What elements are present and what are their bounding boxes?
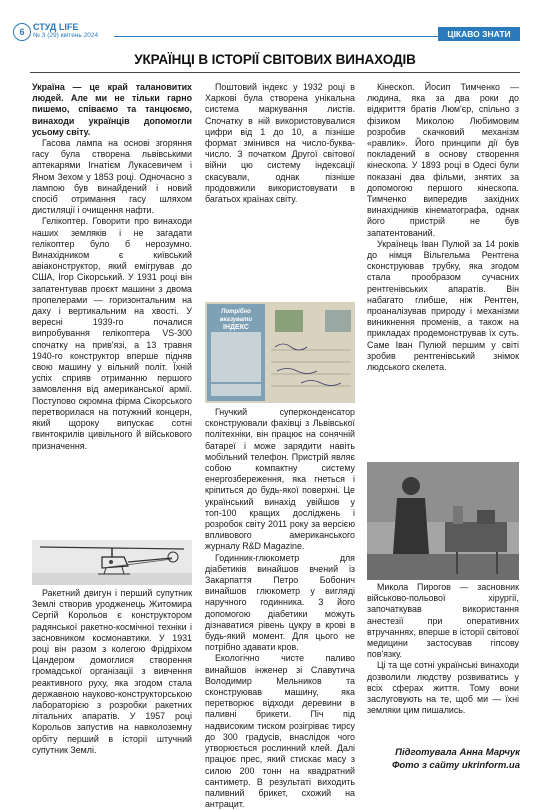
paragraph-kerosene-lamp: Гасова лампа на основі згоряння гасу була створена львівськими аптекарями Ігнатієм Лукасевичем і Яном Зехом у 1853 році. Одночасно з лампою був винайдений і новий спосіб отримання гасу шляхом дистиляції і очищення нафти.: [32, 138, 192, 216]
column-2: [205, 82, 355, 300]
masthead: [33, 22, 98, 40]
section-badge: ЦІКАВО ЗНАТИ: [438, 27, 520, 41]
paragraph-eco-fuel: Екологічно чисте паливо винайшов інженер зі Славутича Володимир Мельников та сконструював машину, яка перетворює відходи деревини в паливні брикети. Піч під надвисоким тиском розігріває тирсу до 300 градусів, внаслідок чого утворюється рослинний клей. Далі працює прес, який стискає масу з силою 200 тонн на квадратний сантиметр. В результаті виходить паливний брикет, схожий на антрацит.: [205, 653, 355, 810]
paragraph-kinescope: Кінескоп. Йосип Тимченко — людина, яка за два роки до відкриття братів Люм'єр, спільно з фізиком Миколою Любимовим розробив скачковий механізм «равлик». Його принципи дії був покладений в основу створення кінескопа. У 1893 році в Одесі були показані два фільми, знятих за допомогою першого кінескопа. Тимченко випередив західних винахідників кінематографа, однак його пристрій не був запатентований.: [367, 82, 519, 238]
column-1-lower: [32, 588, 192, 788]
helicopter-illustration: [32, 540, 192, 585]
postcard-line-1: Потрібно вказувати: [219, 309, 253, 323]
xray-device-photo: [367, 462, 519, 580]
page-number: 6: [13, 23, 31, 41]
helicopter-photo: [32, 540, 192, 585]
photo-source-line: Фото з сайту ukrinform.ua: [391, 760, 520, 771]
paragraph-helicopter: Гелікоптер. Говорити про винаходи наших земляків і не загадати гелікоптер було б нерозумно. Винахідником є київський авіаконструктор, який емігрував до США, Ігор Сікорський. У 1931 році він запатентував проєкт машини з двома пропелерами — горизонтальним на даху і вертикальним на хвості. У вересні 1939-го почалися випробування гелікоптера VS-300 спочатку на прив'язі, а 13 травня 1940-го конструктор вперше підняв свою машину у вільний політ. Їхній успіх сприяв отриманню першого замовлення від американської армії. Поступово скромна фірма Сікорського перетворилася на потужний концерн, який щороку випускає сотні гвинтокрилів цивільного й військового призначення.: [32, 216, 192, 451]
paragraph-korolev: Ракетний двигун і перший супутник Землі створив уродженець Житомира Сергій Корольов є конструктором радянської ракетно-космічної техніки і засновником космонавтики. У 1931 році він разом з колегою Фрідріхом Цандером домоглися створення громадської організації з вивчення реактивного руху, яка згодом стала державною науково-конструкторською лабораторією з розробки ракетних літальних апаратів. У 1957 році Корольов запустив на навколоземну орбіту перший в історії штучний супутник Землі.: [32, 588, 192, 755]
paragraph-pirogov: Микола Пирогов — засновник військово-польової хірургії, започаткував використання анестезії при оперативних втручаннях, вперше в історії світової медицини застосував гіпсову пов'язку.: [367, 582, 519, 660]
paragraph-puluj: Українець Іван Пулюй за 14 років до німця Вільгельма Рентгена сконструював трубку, яка згодом стала прообразом сучасних рентгенівських апаратів. Він набагато глибше, ніж Рентген, проаналізував природу і механізми виникнення променів, а також на прикладах продемонстрував їх суть. Саме Іван Пулюй першим у світі зробив рентгенівський знімок людського скелета.: [367, 238, 519, 373]
header-rule: [114, 36, 438, 37]
paragraph-conclusion: Ці та ще сотні українські винаходи дозволили людству розвиватись у всіх сферах життя. Тому вони заслуговують на те, щоб ми — їхні земляки цим пишались.: [367, 660, 519, 716]
column-2-lower: [205, 407, 355, 810]
column-3: [367, 82, 519, 460]
paragraph-supercapacitor: Гнучкий суперконденсатор сконструювали фахівці з Львівської політехніки, він працює на сонячній батареї і може зарядити навіть мобільний телефон. Пристрій являє собою компактну систему енергозбереження, яка гнеться і кріпиться до будь-якої поверхні. Це український винахід увійшов у топ-100 кращих досліджень і розробок світу 2011 року за версією впливового американського журналу R&D Magazine.: [205, 407, 355, 552]
paragraph-glucometer: Годинник-глюкометр для діабетиків винайшов вчений із Закарпаття Петро Бобонич винайшов глюкометр у вигляді наручного годинника. З його допомогою діабетики можуть дізнаватися рівень цукру в крові в будь-який момент. Для цього не потрібно здавати кров.: [205, 552, 355, 653]
lead-paragraph: Україна — це край талановитих людей. Але ми не тільки гарно пишемо, співаємо та танцюємо, винаходи українців допомогли усьому світу.: [32, 82, 192, 137]
issue-info: № 3 (29) квітень 2024: [33, 32, 99, 39]
author-line: Підготувала Анна Марчук: [395, 747, 520, 758]
column-3-lower: [367, 582, 519, 732]
postcard-photo: [205, 302, 355, 403]
article-credit: [392, 746, 520, 772]
title-rule: [30, 72, 520, 73]
column-1: [32, 82, 192, 537]
device-illustration: [367, 462, 519, 580]
paragraph-postal-index: Поштовий індекс у 1932 році в Харкові була створена унікальна система маркування листів. Спочатку в ній використовувалися цифри від 1 до 10, а пізніше формат змінився на число-буква-число. З початком Другої світової війни цю систему індексації скасували, однак пізніше продовжили використовувати в багатьох країнах світу.: [205, 82, 355, 205]
postcard-line-2: ІНДЕКС: [223, 324, 249, 331]
postcard-text: [209, 308, 263, 332]
magazine-name: СТУД LIFE: [33, 22, 79, 32]
article-title: УКРАЇНЦІ В ІСТОРІЇ СВІТОВИХ ВИНАХОДІВ: [134, 52, 416, 67]
